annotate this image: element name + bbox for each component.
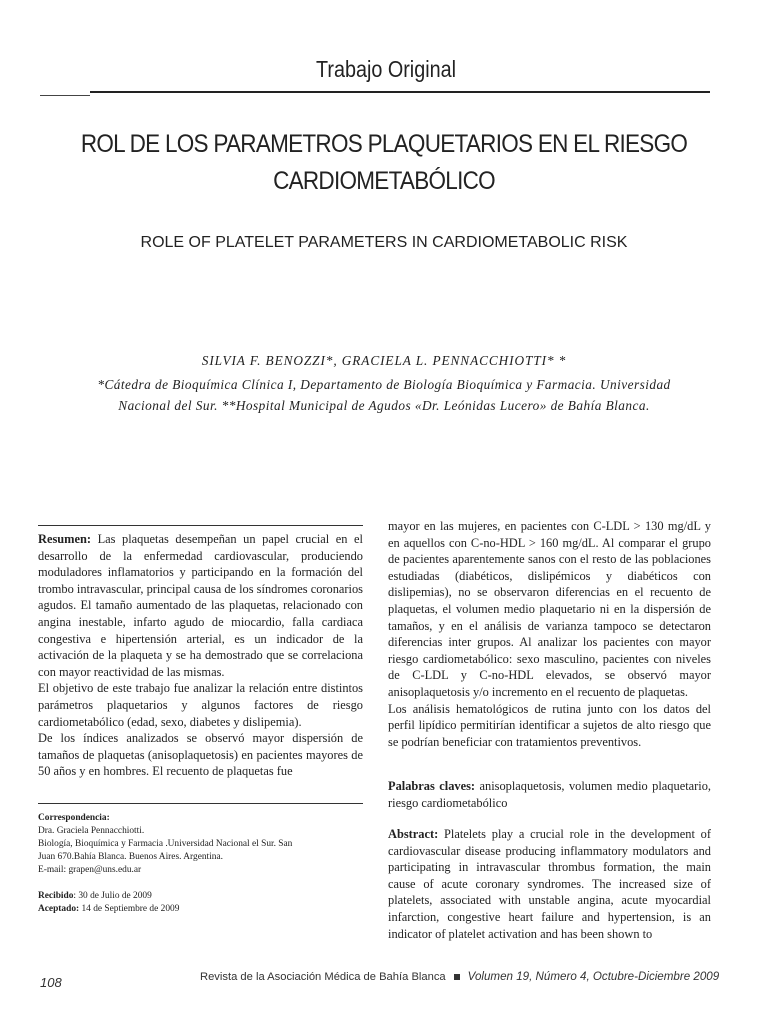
journal-volume: Volumen 19, Número 4, Octubre-Diciembre 2009: [467, 970, 720, 983]
page-number: 108: [40, 975, 62, 990]
resumen-paragraph-4: Los análisis hematológicos de rutina junto con los datos del perfil lipídico permitirían identificar a sujetos de alto riesgo que se podrían beneficiar con tratamientos preventivos.: [388, 701, 711, 749]
resumen-divider: [38, 525, 363, 526]
affiliations: [40, 374, 728, 416]
resumen-block: [38, 531, 363, 780]
resumen-text-1: Las plaquetas desempeñan un papel crucial en el desarrollo de la enfermedad cardiovascular, produciendo moduladores inflamatorios y participando en la formación del trombo intravascular, principal causa de los síndromes coronarios agudos. El tamaño aumentado de las plaquetas, relacionado con angina inestable, infarto agudo de miocardio, falla cardiaca congestiva e hipertensión arterial, es un indicador de la activación de la plaqueta y se ha demostrado que se correlaciona con mayor reactividad de las mismas.: [38, 532, 364, 679]
article-title-line-2: CARDIOMETABÓLICO: [273, 167, 495, 195]
keywords-label: Palabras claves:: [388, 779, 476, 793]
resumen-paragraph-1: [38, 531, 363, 680]
article-title-english: ROLE OF PLATELET PARAMETERS IN CARDIOMETABOLIC RISK: [140, 234, 628, 251]
accepted-label: Aceptado:: [38, 904, 80, 914]
received-date: [38, 890, 363, 903]
header-divider-left: [40, 95, 90, 96]
received-value: : 30 de Julio de 2009: [73, 891, 152, 901]
abstract-label: Abstract:: [388, 827, 439, 841]
article-title: [40, 126, 728, 200]
journal-footer: [200, 970, 720, 983]
correspondence-heading: Correspondencia:: [38, 813, 110, 823]
correspondence-divider: [38, 803, 363, 804]
section-label: Trabajo Original: [316, 56, 456, 82]
accepted-value: 14 de Septiembre de 2009: [79, 904, 180, 914]
affiliation-line-1: *Cátedra de Bioquímica Clínica I, Departamento de Biología Bioquímica y Farmacia. Universidad: [97, 377, 671, 392]
resumen-paragraph-2: El objetivo de este trabajo fue analizar la relación entre distintos parámetros plaquetarios y algunos factores de riesgo cardiometabólico (edad, sexo, diabetes y dislipemia).: [38, 681, 363, 729]
correspondence-line-2: Biología, Bioquímica y Farmacia .Universidad Nacional el Sur. San: [38, 839, 293, 849]
keywords-block: [388, 778, 711, 811]
correspondence-block: [38, 812, 363, 877]
correspondence-line-3: Juan 670.Bahía Blanca. Buenos Aires. Argentina.: [38, 852, 223, 862]
correspondence-line-1: Dra. Graciela Pennacchiotti.: [38, 826, 145, 836]
abstract-block: [388, 826, 711, 942]
correspondence-email: E-mail: grapen@uns.edu.ar: [38, 865, 142, 875]
journal-name: Revista de la Asociación Médica de Bahía Blanca: [200, 971, 446, 983]
keywords-text: anisoplaquetosis, volumen medio plaquetario, riesgo cardiometabólico: [388, 779, 711, 810]
resumen-label: Resumen:: [38, 532, 91, 546]
article-title-line-1: ROL DE LOS PARAMETROS PLAQUETARIOS EN EL RIESGO: [80, 130, 688, 158]
accepted-date: [38, 903, 363, 916]
received-label: Recibido: [38, 891, 74, 901]
abstract-text: Platelets play a crucial role in the development of cardiovascular disease producing inflammatory modulators and participating in intravascular thrombus formation, the main cause of acute coronary syndromes. The increased size of platelets, associated with unstable angina, acute myocardial infarction, congestive heart failure and hypertension, is an indicator of platelet activation and has been shown to: [388, 827, 711, 941]
resumen-paragraph-3: De los índices analizados se observó mayor dispersión de tamaños de plaquetas (anisoplaquetosis) en pacientes mayores de 50 años y en hombres. El recuento de plaquetas fue: [38, 731, 363, 779]
affiliation-line-2: Nacional del Sur. **Hospital Municipal de Agudos «Dr. Leónidas Lucero» de Bahía Blanca.: [118, 398, 650, 413]
resumen-continued-block: [388, 518, 711, 750]
authors: SILVIA F. BENOZZI*, GRACIELA L. PENNACCHIOTTI* *: [201, 353, 567, 368]
separator-square: [454, 974, 460, 980]
dates-block: [38, 890, 363, 916]
resumen-paragraph-3-continued: mayor en las mujeres, en pacientes con C-LDL > 130 mg/dL y en aquellos con C-no-HDL > 160 mg/dL. Al comparar el grupo de pacientes aparentemente sanos con el resto de las poblaciones estudiadas (diabéticos, dislipémicos y diabéticos con dislipemias), no se observaron diferencias en el recuento de plaquetas, el volumen medio plaquetario ni en la dispersión de tamaños, y en el análisis de varianza tampoco se detectaron diferencias inter grupos. Al analizar los pacientes con mayor riesgo cardiometabólico: sexo masculino, pacientes con niveles de C-LDL y C-no-HDL elevados, se observó mayor anisoplaquetosis y/o incremento en el recuento de plaquetas.: [388, 519, 711, 699]
header-divider: [90, 91, 710, 93]
